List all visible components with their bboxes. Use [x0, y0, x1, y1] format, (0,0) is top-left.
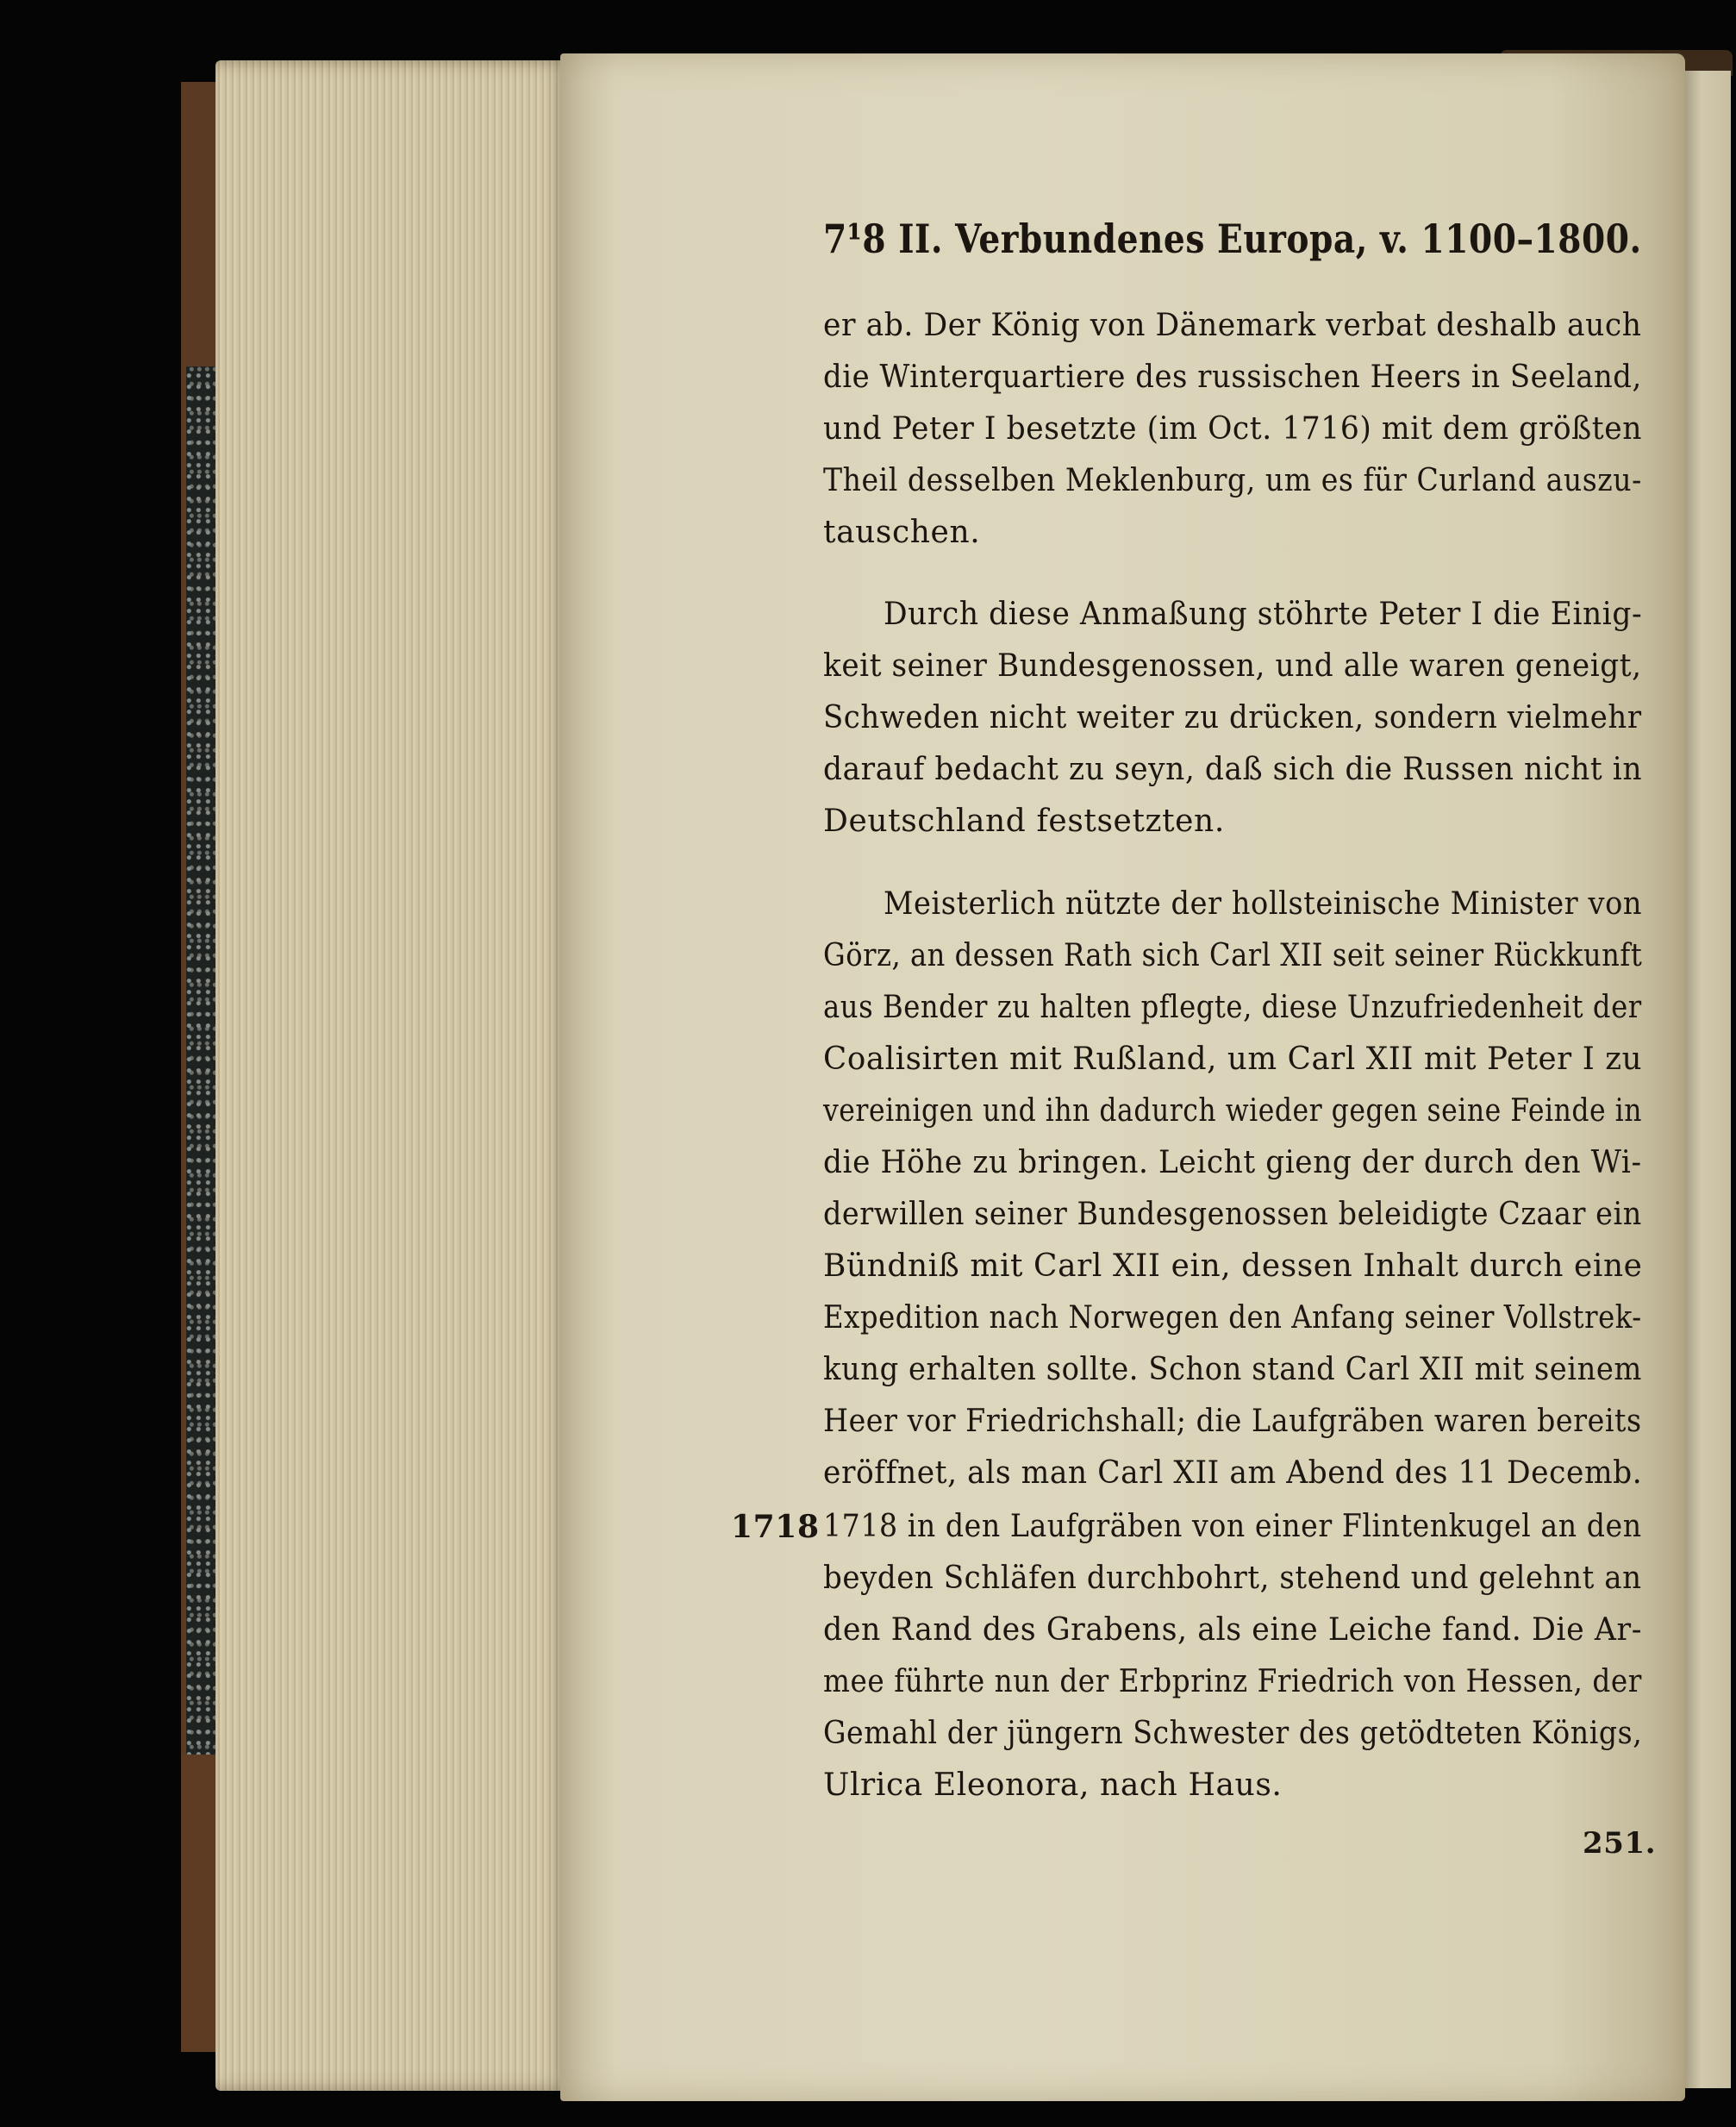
text-line: mee führte nun der Erbprinz Friedrich von Hessen, der — [823, 1664, 1642, 1699]
text-line: Meisterlich nützte der hollsteinische Minister von — [884, 886, 1643, 922]
text-line: Theil desselben Meklenburg, um es für Curland auszu- — [823, 463, 1642, 498]
text-line: er ab. Der König von Dänemark verbat deshalb auch — [823, 308, 1642, 343]
text-line: vereinigen und ihn dadurch wieder gegen seine Feinde in — [823, 1093, 1643, 1129]
text-line: beyden Schläfen durchbohrt, stehend und gelehnt an — [823, 1561, 1642, 1596]
text-line: derwillen seiner Bundesgenossen beleidigte Czaar ein — [823, 1197, 1642, 1232]
signature-mark: 251. — [1583, 1826, 1657, 1861]
margin-year-note: 1718 — [731, 1509, 820, 1545]
text-line: die Winterquartiere des russischen Heers in Seeland, — [823, 360, 1642, 395]
text-line: Expedition nach Norwegen den Anfang seiner Vollstrek- — [823, 1300, 1642, 1336]
text-line: kung erhalten sollte. Schon stand Carl XII mit seinem — [823, 1352, 1642, 1387]
text-line: Durch diese Anmaßung stöhrte Peter I die Einig- — [884, 597, 1643, 632]
text-line: tauschen. — [823, 515, 981, 550]
text-line: 1718 in den Laufgräben von einer Flintenkugel an den — [823, 1509, 1642, 1544]
text-line: den Rand des Grabens, als eine Leiche fand. Die Ar- — [823, 1612, 1643, 1648]
text-line: Bündniß mit Carl XII ein, dessen Inhalt durch eine — [823, 1248, 1643, 1284]
text-line: keit seiner Bundesgenossen, und alle waren geneigt, — [823, 648, 1642, 684]
text-line: Heer vor Friedrichshall; die Laufgräben waren bereits — [823, 1404, 1642, 1439]
text-line: darauf bedacht zu seyn, daß sich die Russen nicht in — [823, 752, 1643, 787]
page-edges — [215, 60, 573, 2091]
running-header: 7¹8 II. Verbundenes Europa, v. 1100–1800. — [823, 216, 1642, 262]
text-line: aus Bender zu halten pflegte, diese Unzufriedenheit der — [823, 990, 1642, 1025]
facing-page-edge — [1681, 71, 1731, 2088]
text-line: eröffnet, als man Carl XII am Abend des 11 Decemb. — [823, 1455, 1643, 1491]
text-line: Schweden nicht weiter zu drücken, sondern vielmehr — [823, 700, 1642, 735]
text-line: Deutschland festsetzten. — [823, 804, 1225, 839]
text-line: die Höhe zu bringen. Leicht gieng der durch den Wi- — [823, 1145, 1642, 1180]
text-line: Görz, an dessen Rath sich Carl XII seit seiner Rückkunft — [823, 938, 1643, 973]
text-line: Ulrica Eleonora, nach Haus. — [823, 1767, 1283, 1803]
text-line: und Peter I besetzte (im Oct. 1716) mit dem größten — [823, 411, 1642, 447]
text-line: Coalisirten mit Rußland, um Carl XII mit Peter I zu — [823, 1042, 1643, 1077]
text-line: Gemahl der jüngern Schwester des getödteten Königs, — [823, 1716, 1643, 1751]
